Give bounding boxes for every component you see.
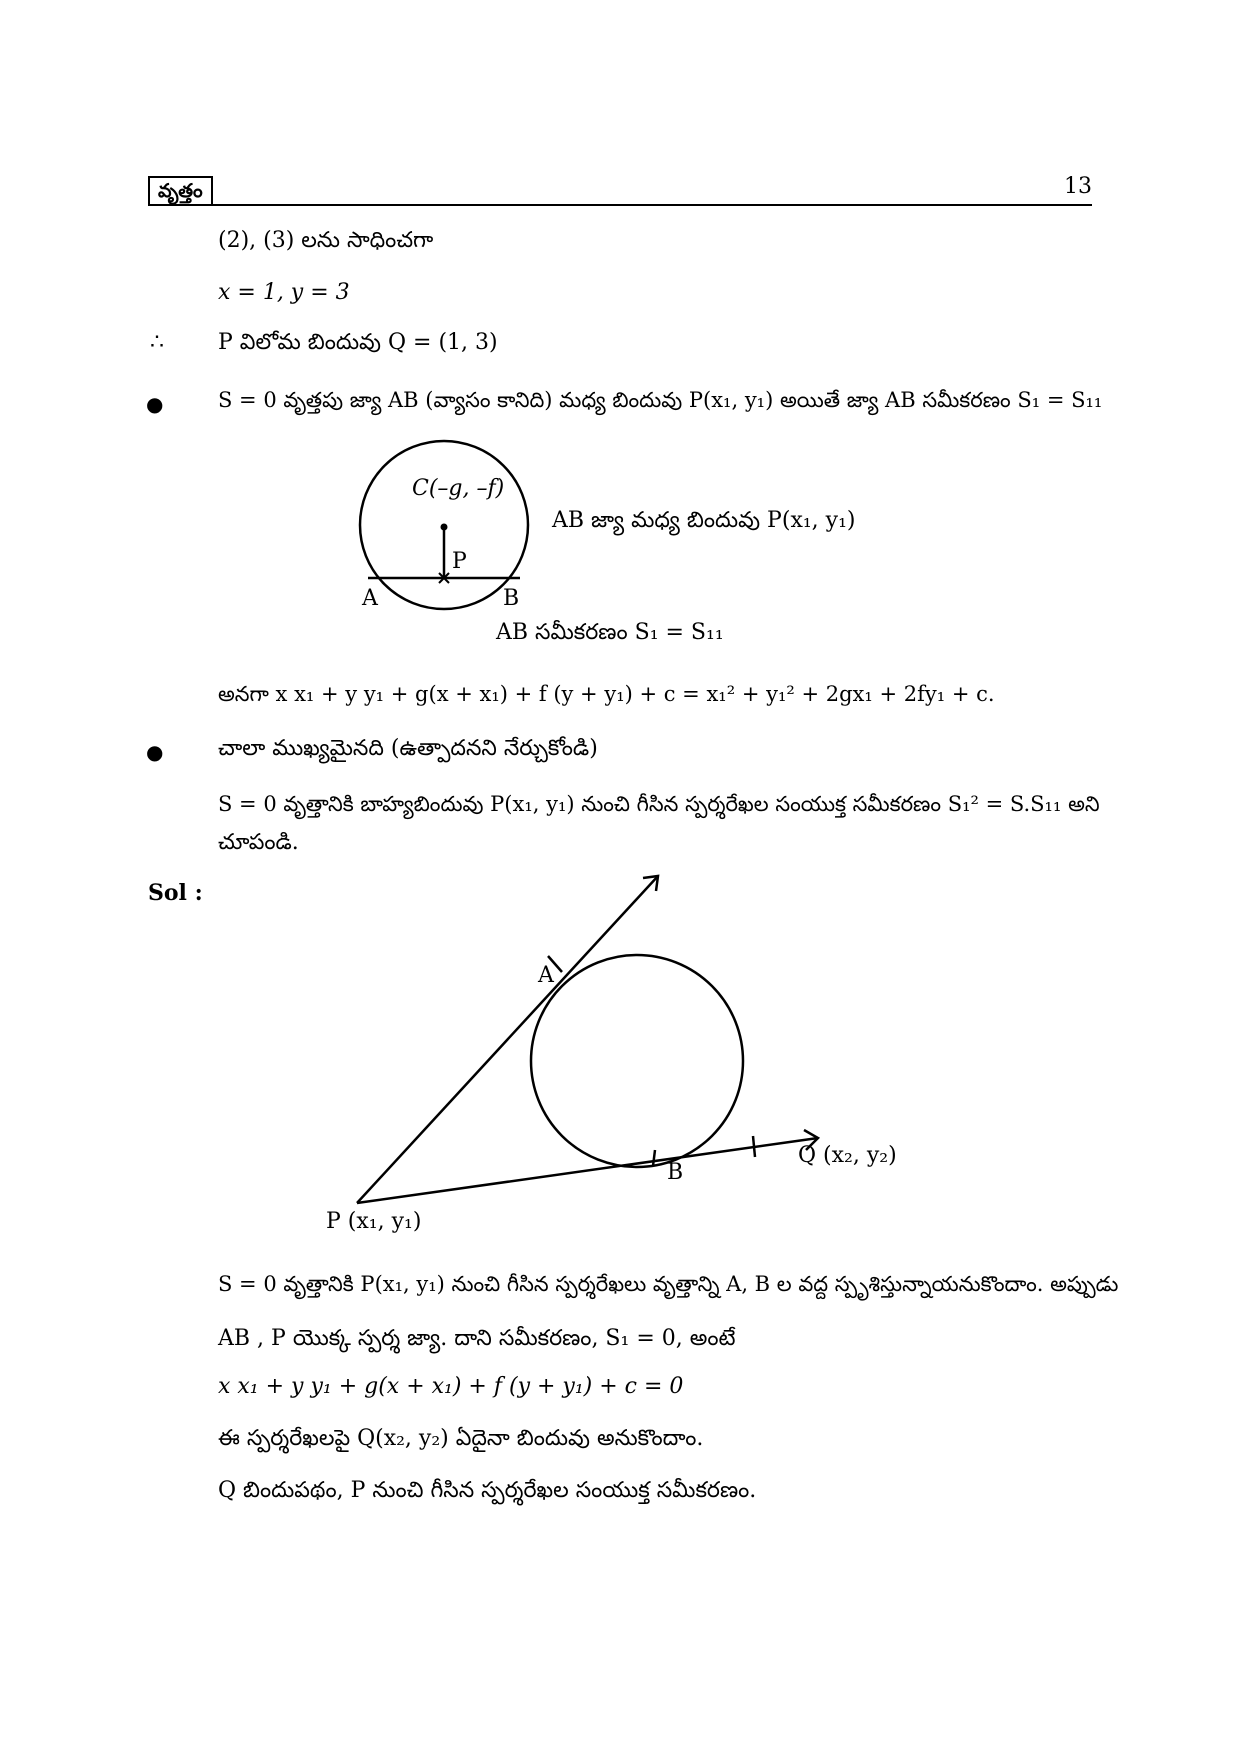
line-expanded-equation: అనగా x x₁ + y y₁ + g(x + x₁) + f (y + y₁) + c = x₁² + y₁² + 2gx₁ + 2fy₁ + c. <box>218 682 995 706</box>
tangent-line-pa <box>357 876 658 1203</box>
fig1-caption: AB జ్యా మధ్య బిందువు P(x₁, y₁) <box>552 508 856 533</box>
header-rule <box>148 204 1092 206</box>
line-locus-q: Q బిందుపథం, P నుంచి గీసిన స్పర్శరేఖల సంయుక్త సమీకరణం. <box>218 1478 757 1503</box>
tick-q <box>753 1136 755 1157</box>
tick-b <box>653 1150 655 1166</box>
chord-midpoint-figure <box>340 425 580 625</box>
chapter-title-box: వృత్తం <box>148 176 213 206</box>
label-q: Q (x₂, y₂) <box>798 1143 897 1168</box>
circle-shape <box>531 955 743 1167</box>
center-dot <box>441 524 448 531</box>
line-show: చూపండి. <box>218 830 299 855</box>
line-solving: (2), (3) లను సాధించగా <box>218 228 434 253</box>
label-a: A <box>538 963 554 988</box>
label-b: B <box>667 1160 684 1185</box>
bullet-1: ● <box>146 392 164 416</box>
solution-label: Sol : <box>148 880 203 906</box>
line-chord-midpoint: S = 0 వృత్తపు జ్యా AB (వ్యాసం కానిది) మధ్య బిందువు P(x₁, y₁) అయితే జ్యా AB సమీకరణం S₁ = S₁₁ <box>218 388 1103 412</box>
tangent-line-pb <box>357 1138 818 1203</box>
label-a: A <box>362 586 378 611</box>
label-center: C(–g, –f) <box>412 476 505 501</box>
label-p: P <box>452 549 467 574</box>
therefore-symbol: ∴ <box>150 330 164 355</box>
line-chord-of-contact: AB , P యొక్క స్పర్శ జ్యా. దాని సమీకరణం, S₁ = 0, అంటే <box>218 1326 736 1351</box>
line-inverse-point: P విలోమ బిందువు Q = (1, 3) <box>218 330 498 355</box>
line-important: చాలా ముఖ్యమైనది (ఉత్పాదనని నేర్చుకోండి) <box>218 736 598 761</box>
line-xy-values: x = 1, y = 3 <box>218 280 350 305</box>
label-b: B <box>503 586 520 611</box>
label-p: P (x₁, y₁) <box>326 1209 422 1234</box>
fig1-equation: AB సమీకరణం S₁ = S₁₁ <box>496 620 724 645</box>
line-problem-statement: S = 0 వృత్తానికి బాహ్యబిందువు P(x₁, y₁) నుంచి గీసిన స్పర్శరేఖల సంయుక్త సమీకరణం S₁² = S.S₁₁ అని <box>218 792 1100 816</box>
tangent-figure <box>320 870 920 1240</box>
page-number: 13 <box>1064 174 1092 199</box>
bullet-2: ● <box>146 740 164 764</box>
line-point-q: ఈ స్పర్శరేఖలపై Q(x₂, y₂) ఏదైనా బిందువు అనుకొందాం. <box>218 1426 704 1451</box>
line-tangents-touch: S = 0 వృత్తానికి P(x₁, y₁) నుంచి గీసిన స్పర్శరేఖలు వృత్తాన్ని A, B ల వద్ద స్పృశిస్తున్నాయనుకొందాం. అప్పుడు <box>218 1272 1119 1296</box>
line-s1-equation: x x₁ + y y₁ + g(x + x₁) + f (y + y₁) + c = 0 <box>218 1374 684 1399</box>
